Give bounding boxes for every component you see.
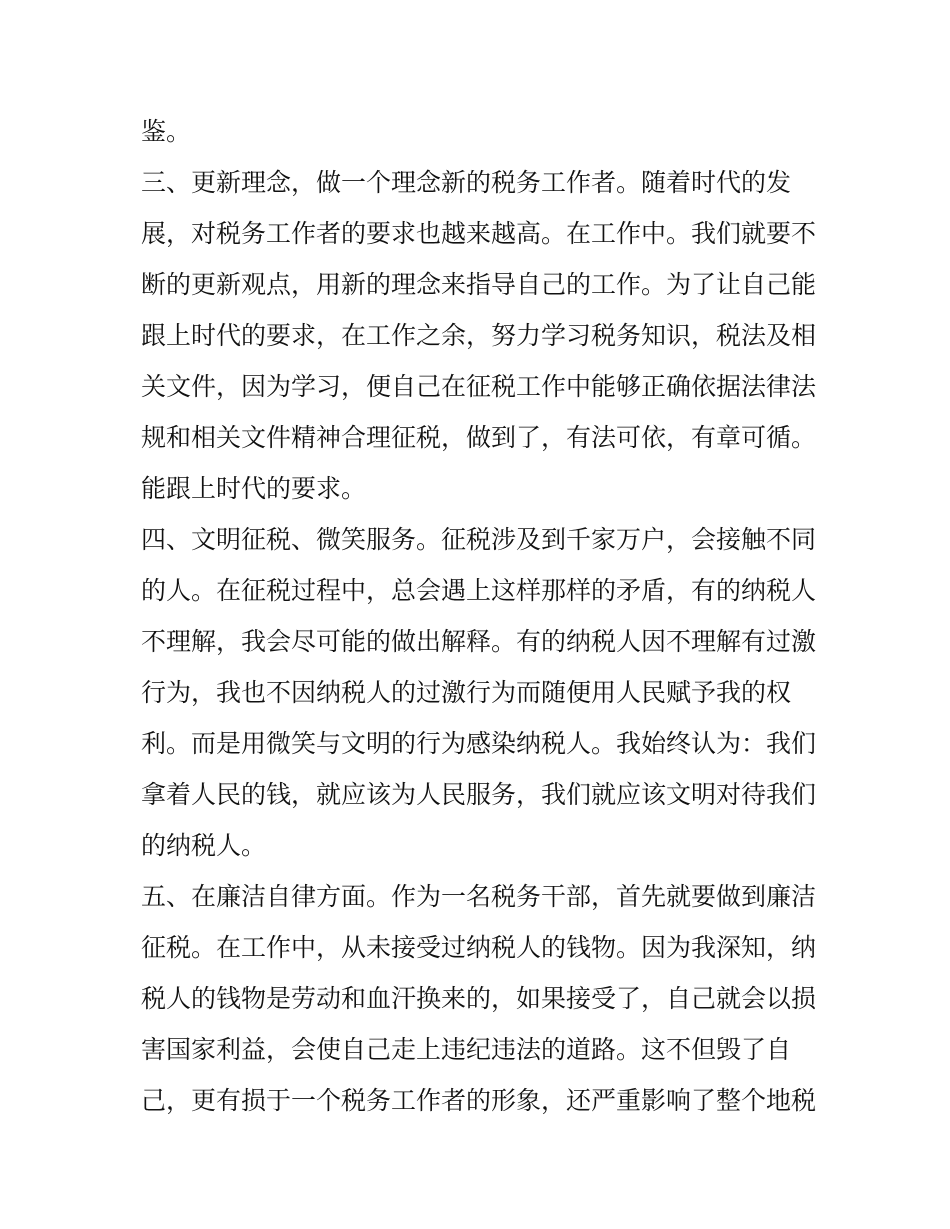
text-line: 五、在廉洁自律方面。作为一名税务干部，首先就要做到廉洁 — [141, 882, 817, 911]
text-line: 展，对税务工作者的要求也越来越高。在工作中。我们就要不 — [141, 219, 817, 248]
text-line: 能跟上时代的要求。 — [141, 474, 367, 503]
text-line: 不理解，我会尽可能的做出解释。有的纳税人因不理解有过激 — [141, 627, 817, 656]
text-line: 的纳税人。 — [141, 831, 267, 860]
text-line: 害国家利益，会使自己走上违纪违法的道路。这不但毁了自 — [141, 1035, 792, 1064]
text-line: 关文件，因为学习，便自己在征税工作中能够正确依据法律法 — [141, 372, 817, 401]
text-line: 己，更有损于一个税务工作者的形象，还严重影响了整个地税 — [141, 1086, 817, 1115]
text-line: 跟上时代的要求，在工作之余，努力学习税务知识，税法及相 — [141, 321, 817, 350]
text-line: 税人的钱物是劳动和血汗换来的，如果接受了，自己就会以损 — [141, 984, 817, 1013]
text-line: 征税。在工作中，从未接受过纳税人的钱物。因为我深知，纳 — [141, 933, 817, 962]
text-line: 利。而是用微笑与文明的行为感染纳税人。我始终认为：我们 — [141, 729, 817, 758]
text-line: 的人。在征税过程中，总会遇上这样那样的矛盾，有的纳税人 — [141, 576, 817, 605]
document-body — [141, 106, 821, 1126]
text-line: 规和相关文件精神合理征税，做到了，有法可依，有章可循。 — [141, 423, 817, 452]
text-line: 拿着人民的钱，就应该为人民服务，我们就应该文明对待我们 — [141, 780, 817, 809]
text-line: 四、文明征税、微笑服务。征税涉及到千家万户，会接触不同 — [141, 525, 817, 554]
text-line: 鉴。 — [141, 117, 192, 146]
text-line: 断的更新观点，用新的理念来指导自己的工作。为了让自己能 — [141, 270, 817, 299]
text-line: 三、更新理念，做一个理念新的税务工作者。随着时代的发 — [141, 168, 792, 197]
text-line: 行为，我也不因纳税人的过激行为而随便用人民赋予我的权 — [141, 678, 792, 707]
